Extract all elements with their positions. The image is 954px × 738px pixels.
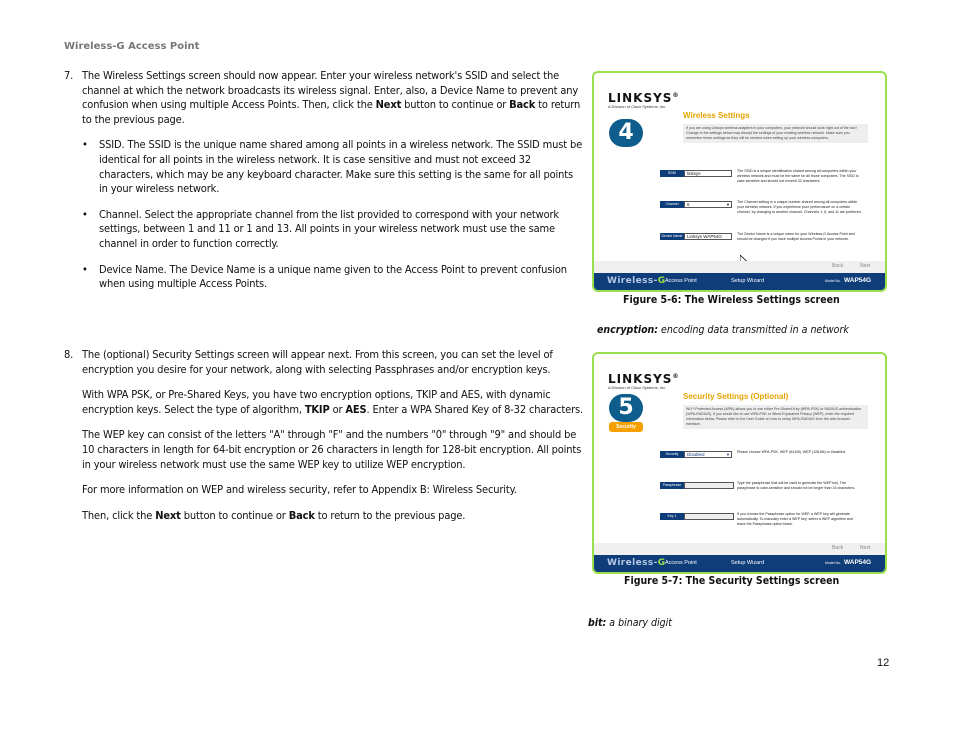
ssid-input[interactable]: linksys <box>684 170 732 177</box>
channel-value: 6 <box>687 202 690 207</box>
step-8-p4: For more information on WEP and wireless security, refer to Appendix B: Wireless Security. <box>82 483 517 497</box>
step-8-body <box>64 348 584 523</box>
text: Then, click the <box>82 508 156 522</box>
text: The Wireless Settings screen should now appear. Enter your wireless network's SSID and select the channel at which the network broadcasts its wireless signal. Enter, also, a Device Name to prevent any confusion when using multiple Access Points. Then, click the <box>82 69 579 112</box>
screen-description: Wi-Fi Protected Access (WPA) allows you to use either Pre-Shared Key (WPA-PSK) or RADIUS authentication (WPA-RADIUS). If you would like to use WPA-PSK or Wired Equivalent Privacy (WEP), enter the required information below. Please refer to the User Guide on how to setup WPA-RADIUS from the web browser interface. <box>683 405 868 429</box>
brand-g: G <box>657 558 666 568</box>
bullet-text: Channel. Select the appropriate channel from the list provided to correspond with your network settings, between 1 and 11 or 1 and 13. All points in your wireless network must use the same channel in order to function correctly. <box>99 207 560 250</box>
logo-text: LINKSYS <box>608 372 673 386</box>
device-name-label: Device Name <box>661 234 683 238</box>
step-number: 7. <box>64 69 74 82</box>
screen-title: Wireless Settings <box>683 111 750 120</box>
definition-text: a binary digit <box>606 617 672 629</box>
linksys-logo <box>608 372 679 386</box>
back-button[interactable]: Back <box>832 545 844 551</box>
running-header: Wireless-G Access Point <box>64 41 200 52</box>
ssid-label: SSID <box>660 170 684 177</box>
security-tag: Security <box>609 422 643 432</box>
screen-title: Security Settings (Optional) <box>683 392 789 401</box>
registered-mark: ® <box>672 373 680 380</box>
page-number: 12 <box>877 657 890 669</box>
figure-security-settings <box>592 352 887 574</box>
aes-keyword: AES <box>345 402 367 416</box>
dropdown-arrow-icon: ▼ <box>726 452 730 457</box>
bullet-icon: • <box>82 138 88 152</box>
key1-input[interactable] <box>684 513 734 520</box>
step-badge: 5 <box>609 394 643 422</box>
tab-access-point[interactable]: Access Point <box>665 278 697 284</box>
figure-5-7-caption: Figure 5-7: The Security Settings screen <box>624 575 840 587</box>
back-keyword: Back <box>509 98 536 112</box>
security-value: Disabled <box>687 452 705 457</box>
tab-access-point[interactable]: Access Point <box>665 560 697 566</box>
bullet-text: SSID. The SSID is the unique name shared among all points in a wireless network. The SSID must be identical for all points in the wireless network. It is case sensitive and must not exceed 32 characters, which may be any keyboard character. Make sure this setting is the same for all points in your wireless network. <box>99 138 583 196</box>
next-button[interactable]: Next <box>860 545 871 551</box>
step-8-p3: The WEP key can consist of the letters "A" through "F" and the numbers "0" through "9" and should be 10 characters in length for 64-bit encryption or 26 characters in length for 128-bit encryption. All points in your wireless network must use the same WEP key to utilize WEP encryption. <box>82 428 582 471</box>
step-badge: 4 <box>609 119 643 147</box>
wireless-g-brand <box>607 558 666 568</box>
brand-text: Wireless- <box>607 558 658 568</box>
bullet-device-name <box>82 263 584 292</box>
security-label: Security <box>660 451 684 458</box>
logo-subtitle: A Division of Cisco Systems, Inc. <box>608 104 667 109</box>
brand-text: Wireless- <box>607 276 658 286</box>
step-7 <box>64 69 584 292</box>
text: to return to the previous page. <box>82 98 581 126</box>
next-button[interactable]: Next <box>860 263 871 269</box>
back-keyword: Back <box>288 508 315 522</box>
key1-help: If you choose the Passphrase option for WEP, a WEP key will generate automatically. To manually enter a WEP key, select a WEP algorithm and leave the Passphrase option blank. <box>737 512 853 526</box>
text: With WPA PSK, or Pre-Shared Keys, you have two encryption options, TKIP and AES, with dynamic encryption keys. Select the type of algorithm, <box>82 388 551 416</box>
wireless-g-brand <box>607 276 666 286</box>
bullet-icon: • <box>82 207 88 221</box>
bullet-ssid <box>82 138 584 196</box>
step-number: 8. <box>64 348 74 361</box>
key1-label: Key 1 <box>660 513 684 520</box>
model-label: Model No. <box>825 561 841 565</box>
step-7-text <box>82 69 584 127</box>
text: . Enter a WPA Shared Key of 8-32 characters. <box>366 402 583 416</box>
model-number: WAP54G <box>844 277 872 284</box>
channel-select[interactable] <box>684 201 732 208</box>
security-help: Please choose WPA-PSK, WEP (64-Bit), WEP (128-Bit) or Disabled. <box>737 450 846 454</box>
step-8 <box>64 348 584 523</box>
bullet-text: Device Name. The Device Name is a unique name given to the Access Point to prevent confusion when using multiple Access Points. <box>99 262 567 291</box>
definition-term: bit: <box>588 617 607 629</box>
tab-setup-wizard[interactable]: Setup Wizard <box>731 560 765 566</box>
device-name-help: The Device Name is a unique name for your Wireless-G Access Point and should be changed if you have multiple Access Points in your network. <box>737 232 855 241</box>
tab-setup-wizard[interactable]: Setup Wizard <box>731 278 765 284</box>
passphrase-help: Type the passphrase that will be used to generate the WEP key. The passphrase is case-sensitive and should not be longer than 16 characters. <box>737 481 856 490</box>
definition-text: encoding data transmitted in a network <box>658 324 849 336</box>
linksys-logo <box>608 91 679 105</box>
screen-description: If you are using Linksys wireless adapters in your computers, your network should work right out of the box! Change to the settings below may disrupt the settings of your existing wireless network. Make sure you remember these settings as they will be needed when setting up your wireless computers. <box>683 124 868 143</box>
channel-label: Channel <box>660 201 684 208</box>
channel-help: The Channel setting is a unique number shared among all computers within your wireless network. If you experience poor performance on a certain channel, try changing to another channel. Channels 1, 6, and 11 are preferred. <box>737 200 862 214</box>
logo-subtitle: A Division of Cisco Systems, Inc. <box>608 385 667 390</box>
bullet-channel <box>82 208 584 252</box>
definition-bit <box>588 617 672 629</box>
definition-encryption <box>597 324 849 336</box>
ssid-help: The SSID is a unique identification shared among all computers within your wireless network and must be the same for all those computers. The SSID is case sensitive and should not exceed 32 characters. <box>737 169 859 183</box>
text: button to continue or <box>180 508 289 522</box>
bullet-icon: • <box>82 262 88 276</box>
dropdown-arrow-icon: ▼ <box>726 202 730 207</box>
figure-wireless-settings <box>592 71 887 292</box>
figure-5-6-caption: Figure 5-6: The Wireless Settings screen <box>623 294 840 306</box>
definition-term: encryption: <box>597 324 659 336</box>
passphrase-input[interactable] <box>684 482 734 489</box>
step-8-p5 <box>82 509 584 524</box>
registered-mark: ® <box>672 92 680 99</box>
passphrase-label: Passphrase <box>660 482 684 489</box>
step-8-p2 <box>82 388 584 417</box>
text: button to continue or <box>401 98 510 112</box>
device-name-input[interactable]: Linksys WAP54G <box>684 233 732 240</box>
tkip-keyword: TKIP <box>304 402 330 416</box>
brand-g: G <box>657 276 666 286</box>
text: or <box>329 402 346 416</box>
model-number: WAP54G <box>844 559 872 566</box>
footer-bar <box>594 555 885 572</box>
back-button[interactable]: Back <box>832 263 844 269</box>
logo-text: LINKSYS <box>608 91 673 105</box>
security-select[interactable] <box>684 451 732 458</box>
next-keyword: Next <box>375 98 402 112</box>
step-8-p1: The (optional) Security Settings screen will appear next. From this screen, you can set the level of encryption you desire for your network, along with selecting Passphrases and/or encryption keys. <box>82 348 553 376</box>
next-keyword: Next <box>155 508 181 522</box>
model-label: Model No. <box>825 279 841 283</box>
footer-bar <box>594 273 885 290</box>
text: to return to the previous page. <box>314 508 466 522</box>
step-7-intro <box>64 69 584 292</box>
